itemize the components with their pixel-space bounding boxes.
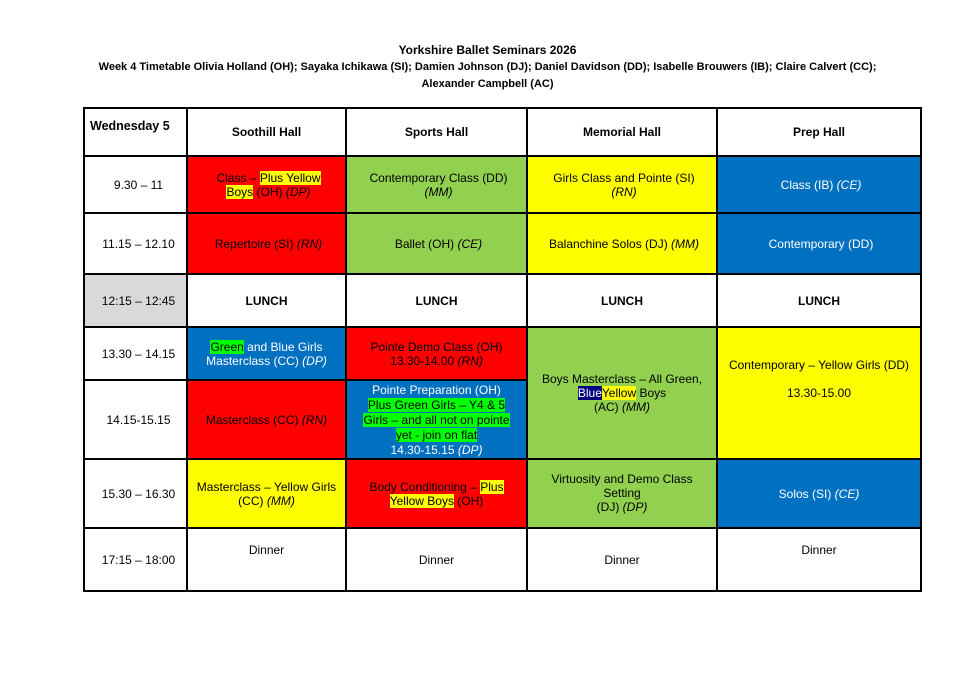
- session-text: Contemporary – Yellow Girls (DD): [728, 358, 910, 372]
- session-cell: [717, 459, 921, 528]
- session-text: Class –: [216, 170, 260, 185]
- teacher-code: (RN): [296, 236, 323, 251]
- document-title: Yorkshire Ballet Seminars 2026: [398, 43, 577, 57]
- teacher-code: (DP): [622, 500, 648, 514]
- session-cell: [527, 213, 717, 274]
- table-row: [84, 528, 921, 591]
- highlight-green: Girls – and all not on pointe: [363, 413, 510, 427]
- session-text: Repertoire (SI): [214, 236, 297, 251]
- session-text: 14.30-15.15: [390, 443, 458, 457]
- document-subtitle-line1: Week 4 Timetable Olivia Holland (OH); Sayaka Ichikawa (SI); Damien Johnson (DJ); Daniel Davidson (DD); Isabelle Brouwers (IB); Claire Calvert (CC);: [98, 61, 877, 73]
- session-text: Solos (SI): [778, 486, 835, 501]
- teacher-code: (DP): [302, 353, 327, 368]
- session-cell: [187, 380, 346, 459]
- hall-header-prep: Prep Hall: [717, 108, 921, 156]
- session-cell: [717, 213, 921, 274]
- session-cell: [346, 459, 527, 528]
- teacher-code: (RN): [611, 184, 637, 199]
- table-row: [84, 274, 921, 327]
- teacher-code: (RN): [301, 412, 328, 427]
- session-text: 13.30-15.00: [786, 386, 852, 400]
- teacher-code: (CE): [834, 486, 860, 501]
- hall-header-memorial: Memorial Hall: [527, 108, 717, 156]
- time-slot: 15.30 – 16.30: [84, 459, 187, 528]
- dinner-cell: Dinner: [527, 528, 717, 591]
- lunch-cell: LUNCH: [346, 274, 527, 327]
- timetable: [83, 107, 922, 592]
- time-slot: 17:15 – 18:00: [84, 528, 187, 591]
- highlight-yellow: Plus: [480, 480, 504, 494]
- session-cell: [717, 327, 921, 459]
- session-text: (AC): [594, 400, 622, 414]
- session-cell: [187, 156, 346, 213]
- session-text: Pointe Demo Class (OH): [370, 339, 503, 354]
- session-text: Boys: [636, 386, 667, 400]
- teacher-code: (CE): [836, 177, 862, 192]
- table-row: [84, 156, 921, 213]
- session-text: (OH): [453, 494, 484, 508]
- session-cell: [346, 380, 527, 459]
- document-subtitle-line2: Alexander Campbell (AC): [421, 78, 554, 90]
- time-slot: 12:15 – 12:45: [84, 274, 187, 327]
- session-cell: [187, 327, 346, 380]
- time-slot: 14.15-15.15: [84, 380, 187, 459]
- hall-header-soothill: Soothill Hall: [187, 108, 346, 156]
- session-text: Contemporary (DD): [768, 236, 874, 251]
- highlight-navy: Blue: [577, 386, 602, 400]
- day-header: Wednesday 5: [84, 108, 187, 156]
- time-slot: 11.15 – 12.10: [84, 213, 187, 274]
- session-text: Masterclass (CC): [205, 412, 302, 427]
- dinner-cell: Dinner: [717, 528, 921, 591]
- dinner-cell: Dinner: [346, 528, 527, 591]
- highlight-yellow: Yellow Boys: [389, 494, 454, 508]
- teacher-code: (DP): [285, 184, 311, 199]
- session-cell: [527, 459, 717, 528]
- lunch-cell: LUNCH: [527, 274, 717, 327]
- session-text: (OH): [253, 184, 286, 199]
- teacher-code: (MM): [671, 236, 700, 251]
- table-row: [84, 327, 921, 380]
- session-text: 13.30-14.00: [390, 353, 458, 368]
- session-cell: [527, 327, 717, 459]
- lunch-cell: LUNCH: [717, 274, 921, 327]
- session-cell: [717, 156, 921, 213]
- session-text: and Blue Girls: [243, 339, 323, 354]
- session-cell: [346, 213, 527, 274]
- session-text: Setting: [603, 486, 641, 500]
- teacher-code: (MM): [424, 184, 453, 199]
- time-slot: 9.30 – 11: [84, 156, 187, 213]
- dinner-cell: Dinner: [187, 528, 346, 591]
- session-text: Masterclass – Yellow Girls: [196, 479, 337, 494]
- time-slot: 13.30 – 14.15: [84, 327, 187, 380]
- highlight-yellow: Yellow: [601, 386, 637, 400]
- highlight-yellow: Plus Yellow: [259, 170, 321, 185]
- session-text: (CC): [238, 493, 267, 508]
- highlight-green: Green: [210, 339, 244, 354]
- highlight-yellow: Boys: [226, 184, 254, 199]
- table-header-row: [84, 108, 921, 156]
- table-row: [84, 459, 921, 528]
- session-text: Contemporary Class (DD): [369, 170, 508, 185]
- session-text: Girls Class and Pointe (SI): [553, 170, 695, 185]
- highlight-green: Plus Green Girls – Y4 & 5: [367, 398, 506, 412]
- session-text: Balanchine Solos (DJ): [548, 236, 672, 251]
- session-text: Masterclass (CC): [206, 353, 303, 368]
- session-text: Ballet (OH): [394, 236, 458, 251]
- teacher-code: (RN): [457, 353, 483, 368]
- hall-header-sports: Sports Hall: [346, 108, 527, 156]
- table-row: [84, 213, 921, 274]
- teacher-code: (CE): [457, 236, 483, 251]
- session-cell: [527, 156, 717, 213]
- session-text: Body Conditioning –: [369, 480, 481, 494]
- highlight-green: yet - join on flat: [395, 428, 478, 442]
- session-cell: [187, 459, 346, 528]
- session-text: Pointe Preparation (OH): [372, 383, 501, 397]
- teacher-code: (MM): [622, 400, 650, 414]
- teacher-code: (MM): [266, 493, 295, 508]
- session-cell: [346, 156, 527, 213]
- session-text: Class (IB): [780, 177, 837, 192]
- lunch-cell: LUNCH: [187, 274, 346, 327]
- session-text: Virtuosity and Demo Class: [551, 472, 693, 486]
- session-text: Boys Masterclass – All Green,: [541, 372, 703, 386]
- session-text: (DJ): [596, 500, 623, 514]
- teacher-code: (DP): [457, 443, 483, 457]
- session-cell: [346, 327, 527, 380]
- session-cell: [187, 213, 346, 274]
